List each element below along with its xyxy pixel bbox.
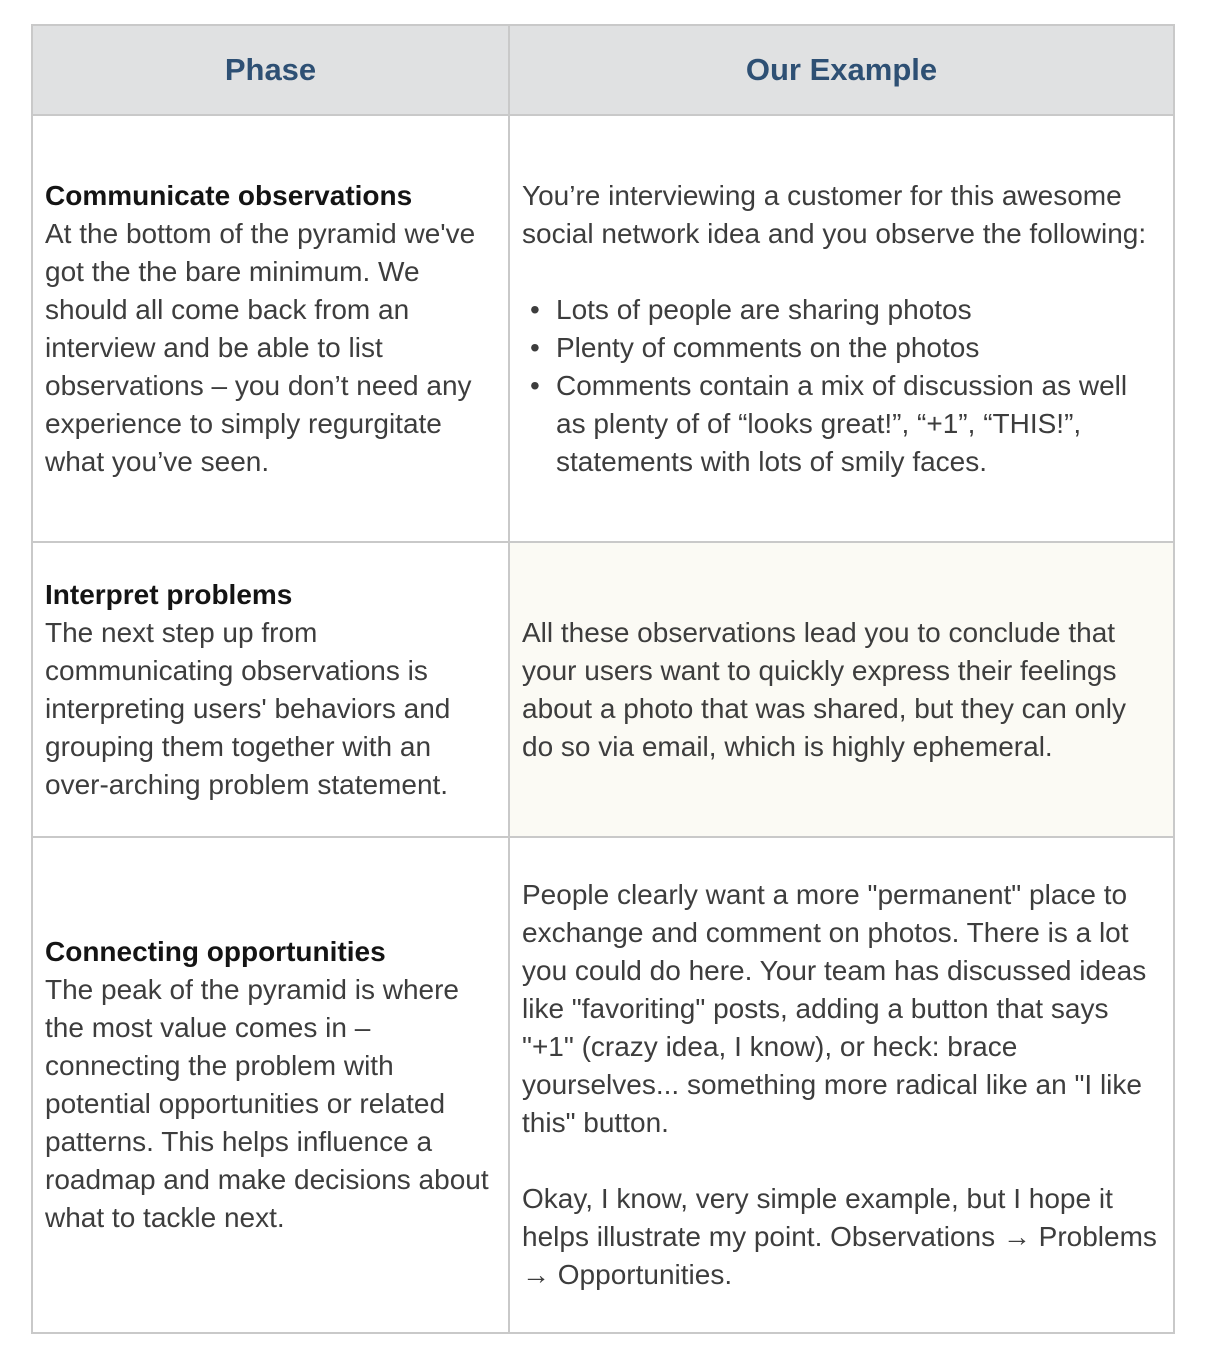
list-item xyxy=(522,367,1161,481)
table-header-row xyxy=(32,25,1174,115)
phase-cell-connecting-opportunities xyxy=(32,837,509,1333)
phase-example-table xyxy=(31,24,1175,1334)
bullet-icon: • xyxy=(530,331,540,363)
example-paragraph: All these observations lead you to conclude that your users want to quickly express their feelings about a photo that was shared, but they can only do so via email, which is highly ephemeral. xyxy=(522,616,1126,762)
list-item xyxy=(522,329,1161,367)
phase-body: At the bottom of the pyramid we've got the the bare minimum. We should all come back from an interview and be able to list observations – you don’t need any experience to simply regurgitate what you’ve seen. xyxy=(45,217,476,477)
example-cell-communicate-observations xyxy=(509,115,1174,542)
phase-title: Connecting opportunities xyxy=(45,936,386,967)
bullet-icon: • xyxy=(530,369,540,401)
table-row-interpret-problems xyxy=(32,542,1174,837)
table-row-communicate-observations xyxy=(32,115,1174,542)
column-header-example: Our Example xyxy=(509,25,1174,115)
phase-cell-interpret-problems xyxy=(32,542,509,837)
example-bullet-list xyxy=(522,291,1161,481)
example-paragraph: Okay, I know, very simple example, but I hope it helps illustrate my point. Observations → Problems → Opportunities. xyxy=(522,1183,1157,1290)
phase-title: Interpret problems xyxy=(45,578,293,610)
bullet-icon: • xyxy=(530,293,540,325)
phase-cell-communicate-observations xyxy=(32,115,509,542)
phase-body: The next step up from communicating observations is interpreting users' behaviors and grouping them together with an over-arching problem statement. xyxy=(45,616,451,800)
example-cell-connecting-opportunities xyxy=(509,837,1174,1333)
bullet-text: Lots of people are sharing photos xyxy=(556,293,972,325)
bullet-text: Comments contain a mix of discussion as well as plenty of of “looks great!”, “+1”, “THIS!”, statements with lots of smily faces. xyxy=(556,369,1128,477)
example-paragraph: People clearly want a more "permanent" place to exchange and comment on photos. There is a lot you could do here. Your team has discussed ideas like "favoriting" posts, adding a button that says "+1" (crazy idea, I know), or heck: brace yourselves... something more radical like an "I like this" button. xyxy=(522,879,1147,1138)
example-cell-interpret-problems xyxy=(509,542,1174,837)
bullet-text: Plenty of comments on the photos xyxy=(556,331,980,363)
phase-title: Communicate observations xyxy=(45,179,413,211)
list-item xyxy=(522,291,1161,329)
phase-body: The peak of the pyramid is where the most value comes in – connecting the problem with potential opportunities or related patterns. This helps influence a roadmap and make decisions about what to tackle next. xyxy=(45,974,489,1233)
table-row-connecting-opportunities xyxy=(32,837,1174,1333)
column-header-phase: Phase xyxy=(32,25,509,115)
example-intro: You’re interviewing a customer for this awesome social network idea and you observe the following: xyxy=(522,179,1147,249)
